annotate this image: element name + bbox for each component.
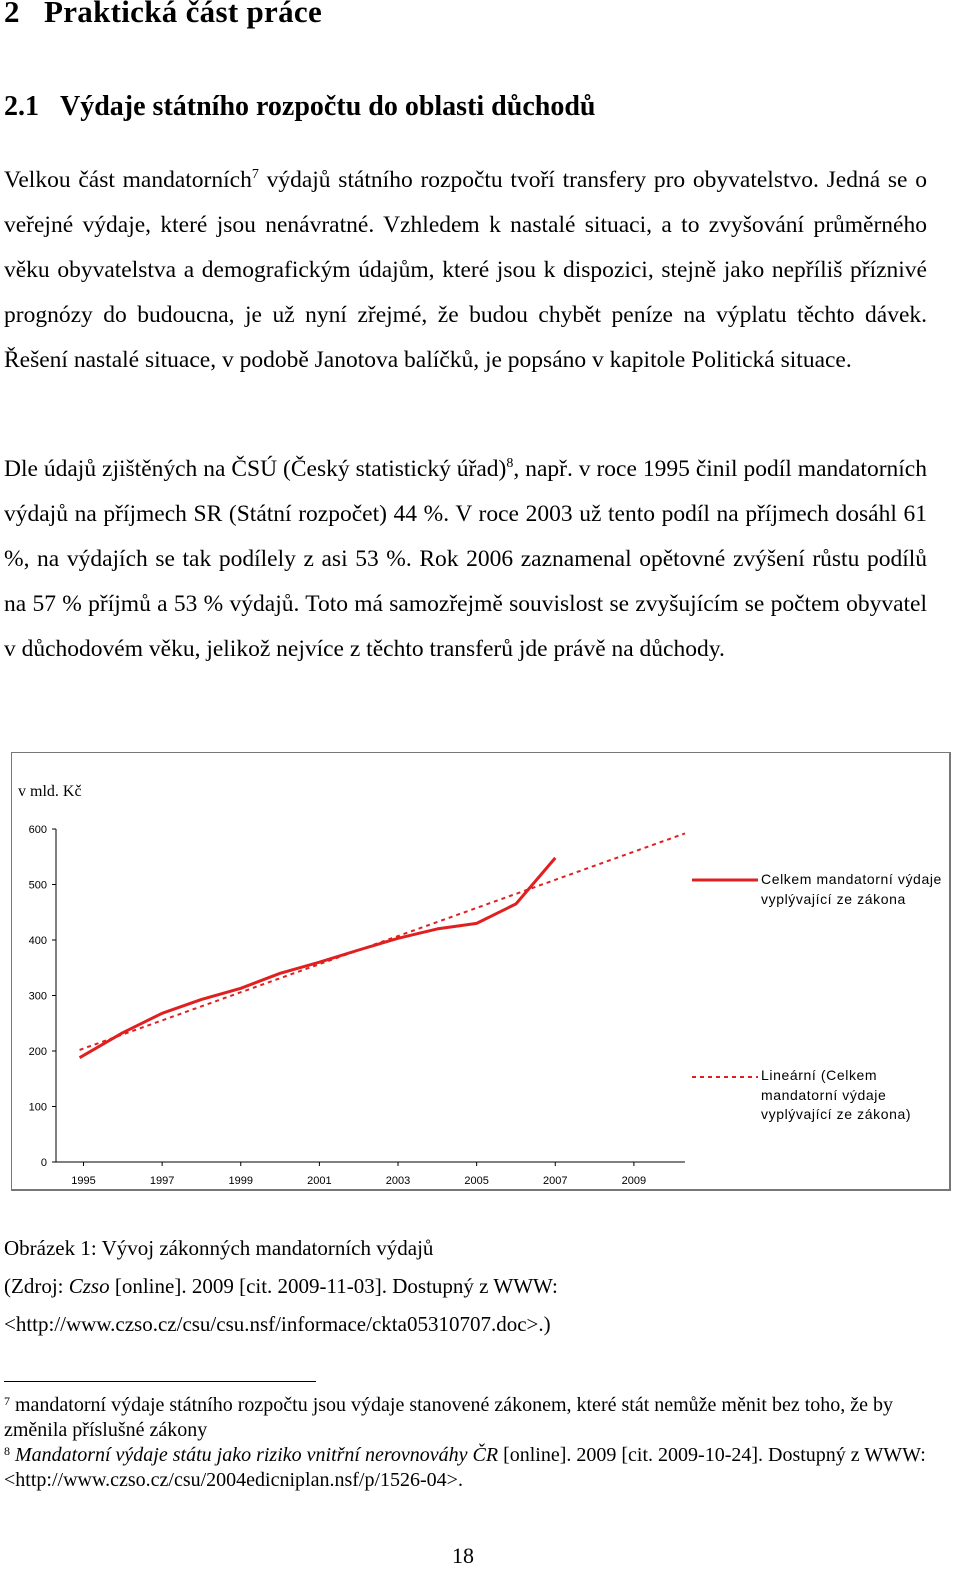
legend-entry-series-1: Celkem mandatorní výdaje vyplývající ze zákona: [761, 871, 942, 907]
footnote-8-text[interactable]: [online]. 2009 [cit. 2009-10-24]. Dostupný z WWW: <http://www.czso.cz/csu/2004edicniplan.nsf/p/1526-04>.: [4, 1444, 926, 1491]
paragraph-2-text-b: , např. v roce 1995 činil podíl mandatorních výdajů na příjmech SR (Státní rozpočet) 44 %. V roce 2003 už tento podíl na příjmech dosáhl 61 %, na výdajích se tak podílely z asi 53 %. Rok 2006 zaznamenal opětovné zvýšení růstu podílů na 57 % příjmů a 53 % výdajů. Toto má samozřejmě souvislost se zvyšujícím se počtem obyvatel v důchodovém věku, jelikož nejvíce z těchto transferů jde právě na důchody.: [4, 456, 927, 662]
series-line-2: [80, 833, 685, 1050]
chart-axes: [56, 829, 685, 1162]
source-rest: [online]. 2009 [cit. 2009-11-03]. Dostupný z WWW:: [109, 1274, 558, 1298]
footnote-ref-7[interactable]: 7: [251, 167, 259, 182]
page-number: 18: [452, 1543, 474, 1568]
y-tick-label: 500: [28, 879, 47, 892]
x-tick-label: 1999: [228, 1175, 254, 1187]
x-tick-label: 1995: [71, 1175, 96, 1187]
footnote-8-title: Mandatorní výdaje státu jako riziko vnitřní nerovnováhy ČR: [10, 1444, 499, 1466]
chart-ticks: [29, 824, 646, 1187]
figure-source: [4, 1274, 558, 1299]
y-tick-label: 400: [28, 935, 47, 947]
x-tick-label: 2009: [621, 1175, 647, 1187]
chart-unit-label: v mld. Kč: [18, 783, 82, 800]
x-tick-label: 2001: [307, 1175, 332, 1187]
chapter-title: Praktická část práce: [43, 0, 323, 29]
footnote-7: [4, 1393, 929, 1443]
y-tick-label: 100: [28, 1101, 47, 1114]
figure-caption: Obrázek 1: Vývoj zákonných mandatorních výdajů: [4, 1236, 434, 1260]
x-tick-label: 2007: [543, 1175, 568, 1187]
legend-entry-series-2: Lineární (Celkem mandatorní výdaje vyplývající ze zákona): [761, 1067, 912, 1122]
x-tick-label: 1997: [149, 1175, 175, 1187]
source-prefix: (Zdroj:: [4, 1274, 69, 1298]
series-line-1: [80, 858, 556, 1058]
y-tick-label: 0: [40, 1157, 47, 1169]
footnote-separator: [4, 1381, 316, 1382]
figure-source-url[interactable]: <http://www.czso.cz/csu/csu.nsf/informace/ckta05310707.doc>.): [4, 1312, 551, 1336]
chapter-number: 2: [4, 0, 20, 29]
section-title: Výdaje státního rozpočtu do oblasti důchodů: [60, 91, 596, 122]
footnote-8: [4, 1443, 929, 1493]
section-number: 2.1: [4, 91, 39, 122]
footnote-8-number: 8: [4, 1444, 10, 1458]
footnote-7-number: 7: [4, 1394, 10, 1408]
paragraph-2-text-a: Dle údajů zjištěných na ČSÚ (Český statistický úřad): [4, 456, 507, 482]
x-tick-label: 2003: [385, 1175, 411, 1187]
chart-series: [79, 833, 758, 1077]
x-tick-label: 2005: [464, 1175, 489, 1187]
y-tick-label: 600: [28, 824, 47, 836]
y-tick-label: 300: [28, 990, 47, 1003]
source-italic: Czso: [68, 1274, 110, 1298]
paragraph-1-text-a: Velkou část mandatorních: [4, 167, 252, 193]
paragraph-1-text-b: výdajů státního rozpočtu tvoří transfery pro obyvatelstvo. Jedná se o veřejné výdaje, které jsou nenávratné. Vzhledem k nastalé situaci, a to zvyšování průměrného věku obyvatelstva a demografickým údajům, které jsou k dispozici, stejně jako nepříliš příznivé prognózy do budoucna, je už nyní zřejmé, že budou chybět peníze na výplatu těchto dávek. Řešení nastalé situace, v podobě Janotova balíčků, je popsáno v kapitole Politická situace.: [4, 167, 927, 373]
footnote-7-text: mandatorní výdaje státního rozpočtu jsou výdaje stanovené zákonem, které stát nemůže měnit bez toho, že by změnila příslušné zákony: [4, 1394, 894, 1441]
footnote-ref-8[interactable]: 8: [506, 456, 514, 471]
y-tick-label: 200: [28, 1046, 47, 1058]
